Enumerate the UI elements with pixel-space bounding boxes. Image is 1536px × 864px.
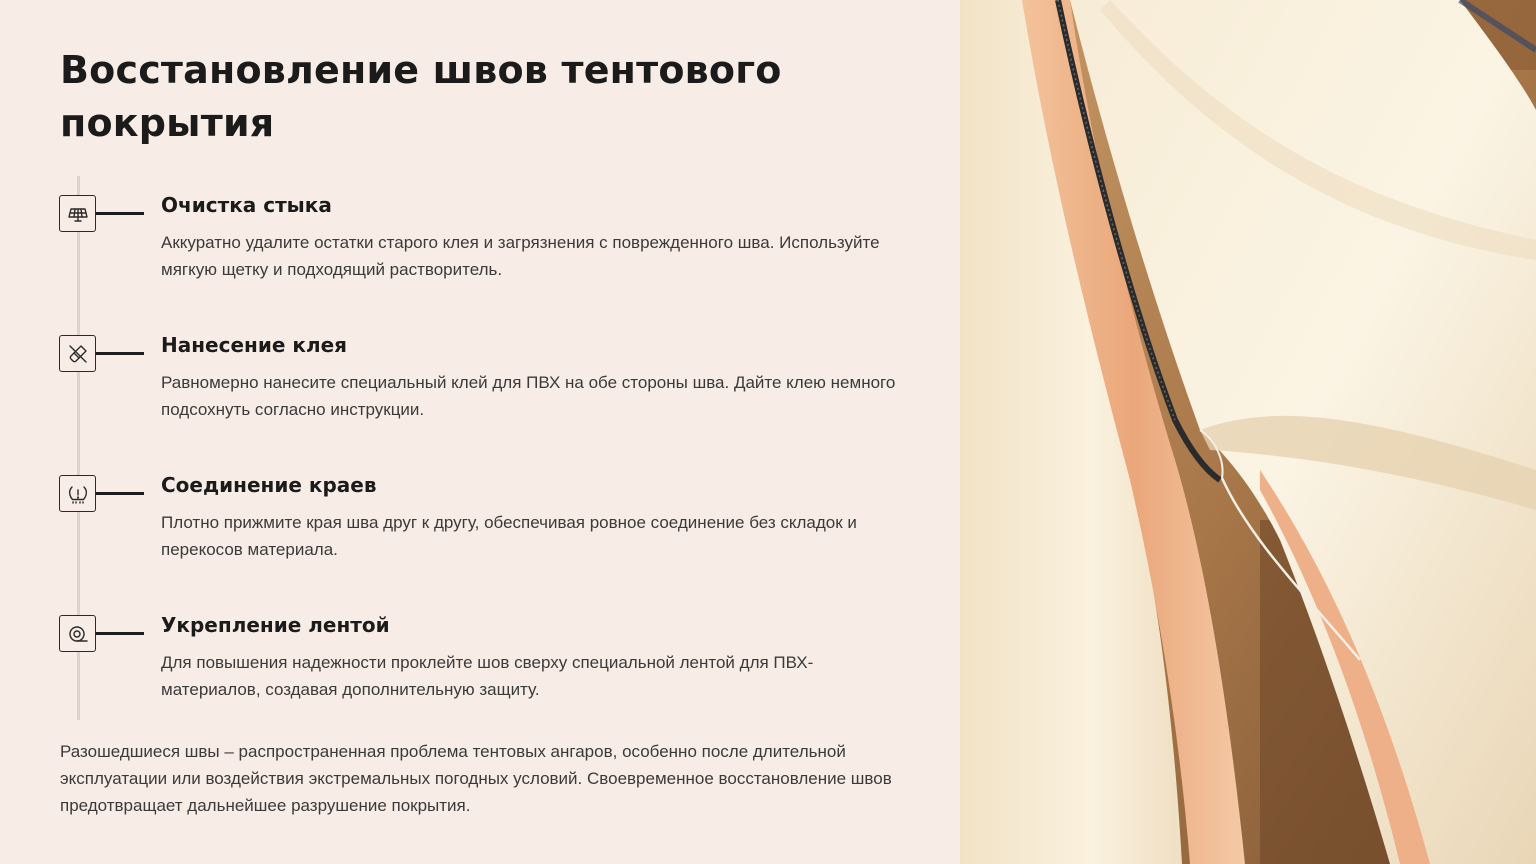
step-item — [0, 176, 960, 296]
step-item — [0, 316, 960, 436]
step-connector — [96, 492, 144, 495]
step-description: Для повышения надежности проклейте шов сверху специальной лентой для ПВХ-материалов, создавая дополнительную защиту. — [161, 653, 814, 699]
step-connector — [96, 352, 144, 355]
tire-pressure-warning-icon — [59, 475, 96, 512]
step-item — [0, 456, 960, 576]
step-description: Аккуратно удалите остатки старого клея и загрязнения с поврежденного шва. Используйте мягкую щетку и подходящий растворитель. — [161, 233, 880, 279]
step-item — [0, 596, 960, 716]
step-title: Нанесение клея — [161, 333, 348, 357]
step-connector — [96, 212, 144, 215]
page-title: Восстановление швов тентового покрытия — [60, 48, 782, 145]
summary-paragraph: Разошедшиеся швы – распространенная проблема тентовых ангаров, особенно после длительной эксплуатации или воздействия экстремальных погодных условий. Своевременное восстановление швов предотвращает дальнейшее разрушение покрытия. — [60, 742, 892, 815]
step-title: Соединение краев — [161, 473, 377, 497]
tent-fabric-seam-photo — [960, 0, 1536, 864]
solar-panel-icon — [59, 195, 96, 232]
glue-brush-icon — [59, 335, 96, 372]
step-title: Очистка стыка — [161, 193, 332, 217]
step-description: Равномерно нанесите специальный клей для ПВХ на обе стороны шва. Дайте клею немного подсохнуть согласно инструкции. — [161, 373, 896, 419]
tape-roll-icon — [59, 615, 96, 652]
step-description: Плотно прижмите края шва друг к другу, обеспечивая ровное соединение без складок и перекосов материала. — [161, 513, 857, 559]
step-connector — [96, 632, 144, 635]
step-title: Укрепление лентой — [161, 613, 390, 637]
